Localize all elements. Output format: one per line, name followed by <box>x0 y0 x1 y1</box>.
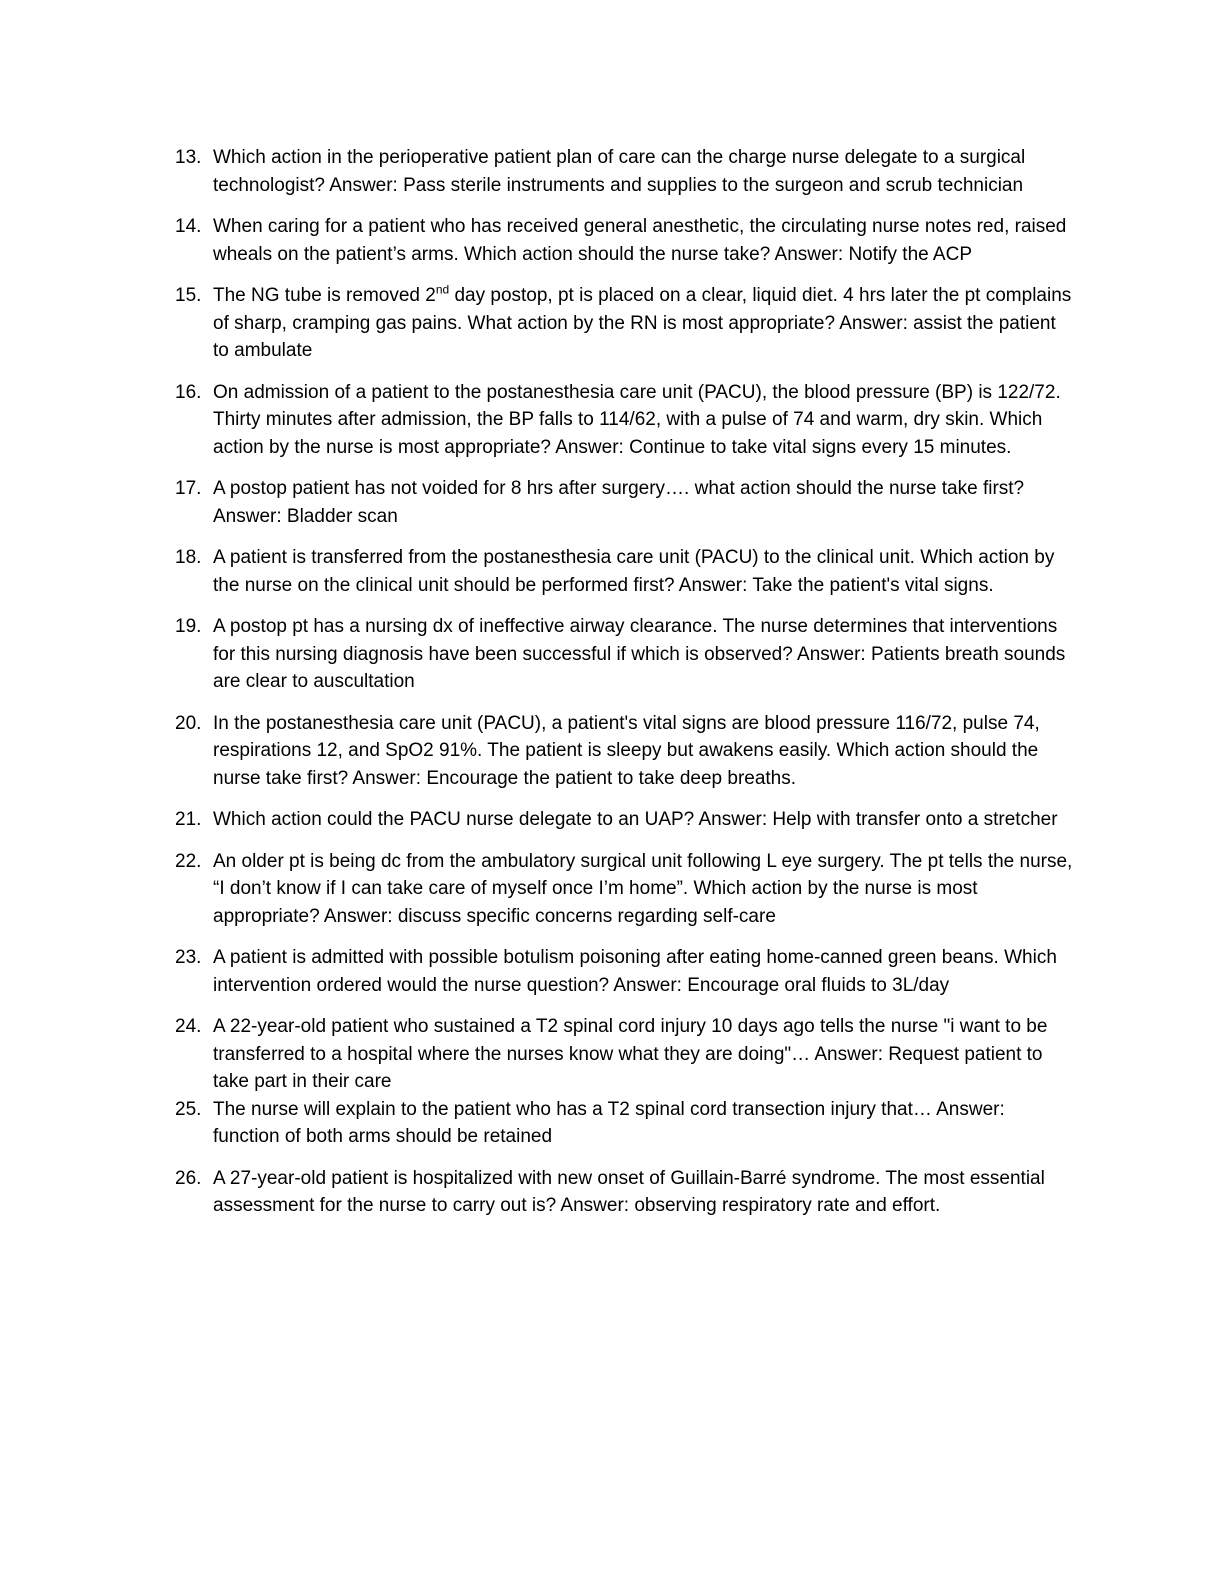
question-item-18 <box>160 544 1075 599</box>
question-item-14 <box>160 213 1075 268</box>
question-number: 19. <box>175 616 202 637</box>
question-text <box>213 282 1075 365</box>
question-item-21 <box>160 806 1075 834</box>
question-text-part: The NG tube is removed 2 <box>213 285 436 306</box>
question-text: A 27-year-old patient is hospitalized with new onset of Guillain-Barré syndrome. The most essential assessment for the nurse to carry out is? Answer: observing respiratory rate and effort. <box>213 1167 1045 1216</box>
question-text: A postop pt has a nursing dx of ineffective airway clearance. The nurse determines that interventions for this nursing diagnosis have been successful if which is observed? Answer: Patients breath sounds are clear to auscultation <box>213 616 1066 692</box>
question-text: Which action in the perioperative patient plan of care can the charge nurse delegate to a surgical technologist? Answer: Pass sterile instruments and supplies to the surgeon and scrub technician <box>213 147 1026 196</box>
question-text: In the postanesthesia care unit (PACU), a patient's vital signs are blood pressure 116/72, pulse 74, respirations 12, and SpO2 91%. The patient is sleepy but awakens easily. Which action should the nurse take first? Answer: Encourage the patient to take deep breaths. <box>213 712 1040 789</box>
question-item-15 <box>160 282 1075 365</box>
question-text: A 22-year-old patient who sustained a T2 spinal cord injury 10 days ago tells the nurse "i want to be transferred to a hospital where the nurses know what they are doing"… Answer: Request patient to take part in their care <box>213 1016 1048 1092</box>
question-number: 13. <box>175 147 202 168</box>
question-number: 22. <box>175 850 202 872</box>
question-number: 20. <box>175 712 202 734</box>
question-number: 16. <box>175 381 202 403</box>
question-number: 21. <box>175 809 202 830</box>
question-number: 14. <box>175 216 202 237</box>
question-number: 26. <box>175 1167 202 1189</box>
question-number: 25. <box>175 1098 202 1120</box>
question-text: When caring for a patient who has received general anesthetic, the circulating nurse notes red, raised wheals on the patient’s arms. Which action should the nurse take? Answer: Notify the ACP <box>213 216 1067 265</box>
question-item-17 <box>160 475 1075 530</box>
question-text: An older pt is being dc from the ambulatory surgical unit following L eye surgery. The pt tells the nurse, “I don’t know if I can take care of myself once I’m home”. Which action by the nurse is most appropriate? Answer: discuss specific concerns regarding self-care <box>213 850 1073 927</box>
question-text: Which action could the PACU nurse delegate to an UAP? Answer: Help with transfer onto a stretcher <box>213 809 1058 830</box>
question-text-part: day postop, pt is placed on a clear, liquid diet. 4 hrs later the pt complains of sharp, cramping gas pains. What action by the RN is most appropriate? Answer: assist the patient to ambulate <box>213 285 1072 361</box>
question-item-22 <box>160 848 1075 931</box>
question-number: 23. <box>175 947 202 968</box>
question-text: A patient is admitted with possible botulism poisoning after eating home-canned green beans. Which intervention ordered would the nurse question? Answer: Encourage oral fluids to 3L/day <box>213 947 1057 996</box>
question-number: 15. <box>175 285 202 306</box>
question-number: 18. <box>175 547 202 568</box>
question-text: On admission of a patient to the postanesthesia care unit (PACU), the blood pressure (BP) is 122/72. Thirty minutes after admission, the BP falls to 114/62, with a pulse of 74 and warm, dry skin. Which action by the nurse is most appropriate? Answer: Continue to take vital signs every 15 minutes. <box>213 381 1061 458</box>
question-text: A postop patient has not voided for 8 hrs after surgery…. what action should the nurse take first? Answer: Bladder scan <box>213 478 1025 527</box>
question-number: 17. <box>175 478 202 499</box>
question-item-25 <box>160 1096 1075 1151</box>
question-number: 24. <box>175 1016 202 1037</box>
question-item-19 <box>160 613 1075 696</box>
question-item-23 <box>160 944 1075 999</box>
question-item-20 <box>160 710 1075 793</box>
question-item-13 <box>160 144 1075 199</box>
question-text: A patient is transferred from the postanesthesia care unit (PACU) to the clinical unit. Which action by the nurse on the clinical unit should be performed first? Answer: Take the patient's vital signs. <box>213 547 1055 596</box>
question-text: The nurse will explain to the patient who has a T2 spinal cord transection injury that… Answer: function of both arms should be retained <box>213 1098 1005 1147</box>
question-item-24 <box>160 1013 1075 1096</box>
ordinal-superscript: nd <box>435 282 450 297</box>
question-item-26 <box>160 1165 1075 1220</box>
question-item-16 <box>160 379 1075 462</box>
question-list <box>160 144 1075 1234</box>
